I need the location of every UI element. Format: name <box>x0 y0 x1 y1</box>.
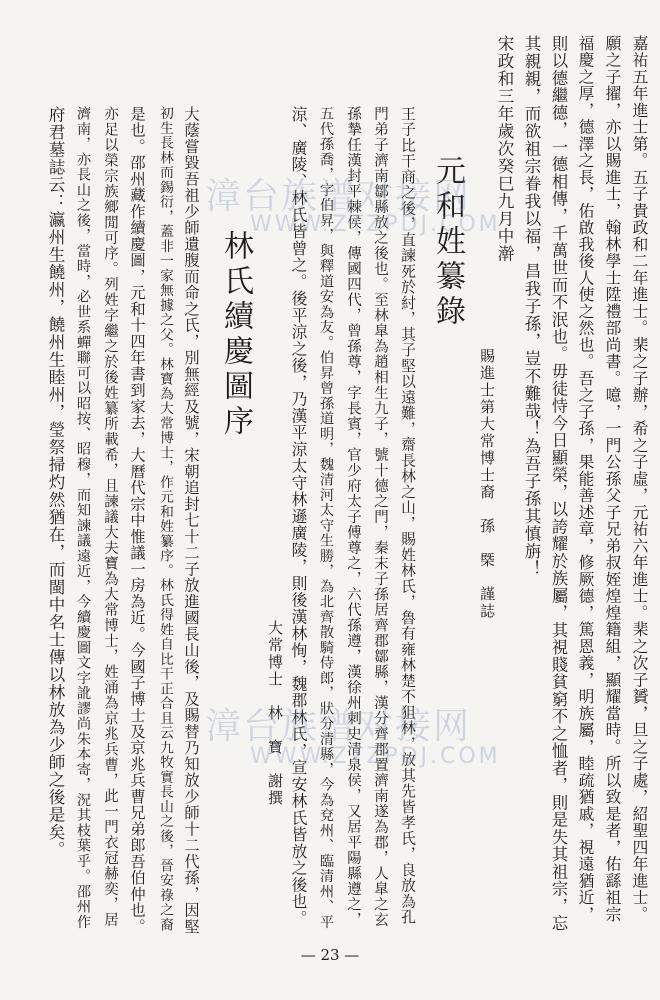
section2-text-column-5: 濟南，亦長山之後，當時，必世系蟬聯可以昭按、昭穆，而知諫議遠近，今續慶圖文字訛謬尚朱本寄，況其枝葉乎。邵州作 <box>75 106 91 930</box>
section-title-lin-xuqing: 林氏續慶圖序 <box>218 230 253 440</box>
upper-text-column-1: 嘉祐五年進士第。五子貴政和二年進士。棐之子辦，希之子虛，元祐六年進士。棐之次子贇，旦之子處，紹聖四年進士。 <box>630 35 649 923</box>
upper-text-column-5: 其親親，而欲祖宗眷我以福，昌我子孫，豈不難哉！為吾子孫其慎旃！ <box>522 35 541 578</box>
upper-text-column-3: 福慶之厚，德澤之長，佑啟我後人使之然也。吾之子孫，果能善述章，修厥德，篤恩義，明族屬，睦疏猶戚，視遠猶近， <box>576 35 595 923</box>
upper-text-column-4: 則以德繼德，一德相傳，千萬世而不泯也。毋徒恃今日顯榮，以誇耀於族屬，其視賤貧窮不之恤者，則是失其祖宗，忘 <box>549 35 568 932</box>
section2-text-column-2: 初生長林而錫衍，蓋非一家無據之父。林寶為大常博士，作元和姓纂序。林氏得姓自比干正合且云九牧實長山之後，晉安祿之裔 <box>157 106 173 932</box>
section-title-yuanhe: 元和姓纂錄 <box>430 155 465 330</box>
section2-text-column-1: 大蔭嘗毀吾祖少師遺腹而命之氏，別無經及號，宋朝追封七十二子放進國長山後，及賜替乃知放少師十二代孫，因堅 <box>182 106 200 935</box>
upper-date-line: 宋政和三年歲次癸巳九月中澣 <box>495 35 514 263</box>
page-number: — 23 — <box>300 946 360 964</box>
section2-text-column-4: 亦足以榮宗族鄉閒可序。列姓字繼之於後姓纂所載希，且諫議大夫寶為大常博士，姓涌為京兆兵曹，此一門衣冠赫奕，居 <box>102 106 118 928</box>
watermark-chinese-top: 漳台族谱对接网 <box>205 176 472 217</box>
section2-text-column-6: 府君墓誌云：瀛州生饒州，饒州生睦州，瑩祭掃灼然猶在，而閩中名士傳以林放為少師之後是矣。 <box>46 106 65 859</box>
section2-text-column-3: 是也。邵州藏作續慶圖，元和十四年書到家去，大曆代宗中惟議一房為近。今國子博士及京兆兵曹兄弟郎吾伯仲也。 <box>128 106 146 935</box>
section1-text-column-1: 王子比干商之後，直諫死於紂，其子堅以遠難，齋長林之山，賜姓林氏，魯有雍林楚不狙林，放其先皆孝氏，良放為孔 <box>399 106 416 925</box>
section1-text-column-5: 涼、廣陵、林氏皆曾之。後平涼之後，乃漢平涼太守林遜廣陵，則後漢林恂，魏郡林氏，宣安林氏皆放之後也。 <box>289 106 308 927</box>
watermark-url-top: WWW.ZTZPDJ.COM <box>250 212 501 237</box>
section1-signature: 大常博士 林 寶 謝撰 <box>266 620 284 807</box>
section1-text-column-3: 孫摯任漢封平棘侯，傳國四代，曾孫尊，字長賓，官少府太子傅尊之，六代孫遵，漢徐州刺史清泉侯，又居平陽縣遵之， <box>345 106 361 928</box>
upper-text-column-2: 願之子擢，亦以賜進士，翰林學士陞禮部尚書。噫，一門公孫父子兄弟叔姪煌煌籍組，顯耀當時。所以致是者，佑繇祖宗 <box>603 35 622 923</box>
section1-text-column-4: 五代孫喬，字伯昇，與釋道安為友。伯昇曾孫道明，魏清河太守生勝，為北齊散騎侍郎，狀分清縣，今為兗州、臨清州、平 <box>318 106 334 930</box>
section1-text-column-2: 門弟子濟南鄒縣放之後也。至林皐為趙相生九子，號十德之門，秦末子孫居齊郡鄒縣，漢分齊郡置濟南遂為郡，人皐之玄 <box>372 106 388 928</box>
watermark-url-bottom: WWW.ZTZPDJ.COM <box>250 744 501 769</box>
upper-signature: 賜進士第大常博士裔 孫 槩 謹誌 <box>478 348 496 620</box>
watermark-chinese-bottom: 漳台族谱对接网 <box>205 706 472 747</box>
